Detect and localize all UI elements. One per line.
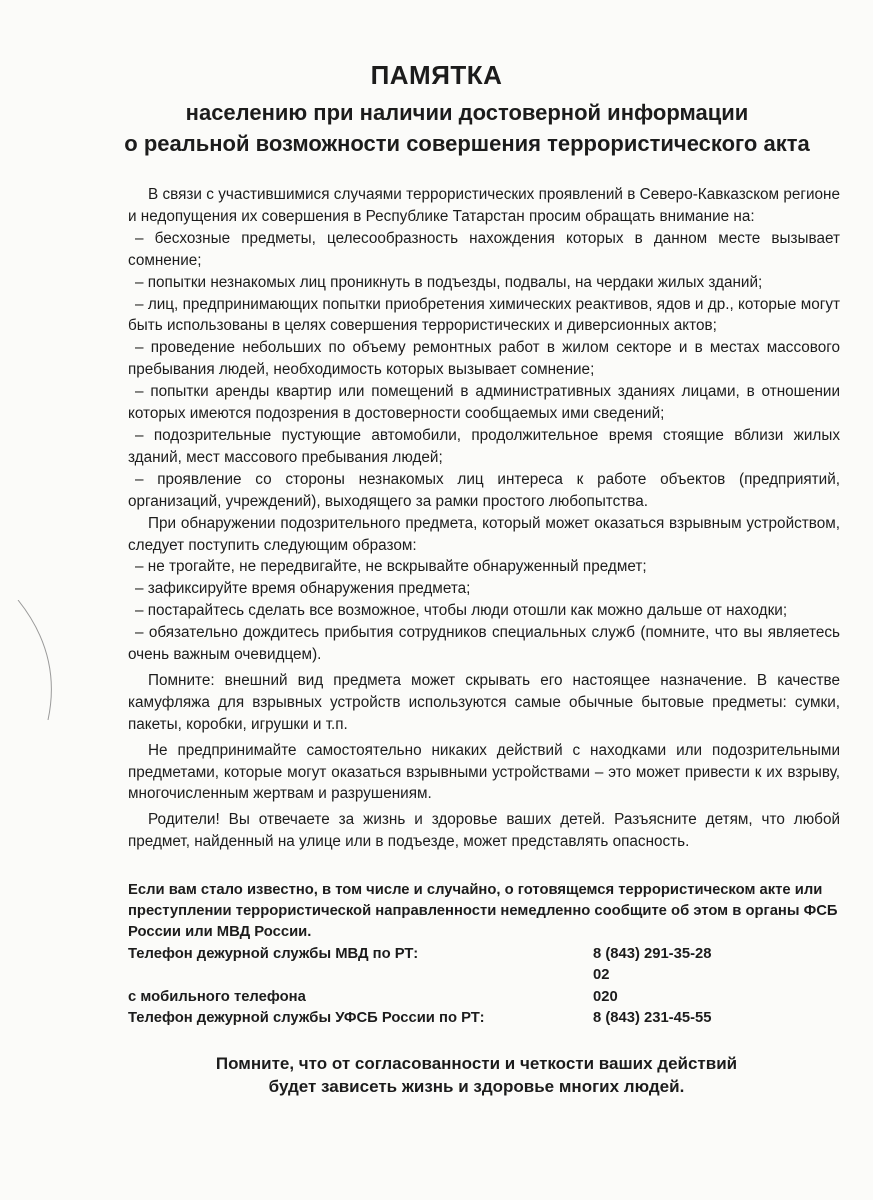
closing-line-1: Помните, что от согласованности и четкости ваших действий bbox=[215, 1054, 738, 1073]
list-item: – проведение небольших по объему ремонтных работ в жилом секторе и в местах массового пребывания людей, необходимость которых вызывает сомнение; bbox=[128, 339, 840, 379]
list-item: – лиц, предпринимающих попытки приобретения химических реактивов, ядов и др., которые могут быть использованы в целях совершения террористических и диверсионных актов; bbox=[128, 295, 840, 335]
scan-artifact-arc bbox=[0, 600, 60, 720]
list-item: – обязательно дождитесь прибытия сотрудников специальных служб (помните, что вы являетесь очень важным очевидцем). bbox=[128, 624, 840, 664]
closing-line-2: будет зависеть жизнь и здоровье многих людей. bbox=[268, 1077, 685, 1096]
phone-number: 020 bbox=[593, 988, 618, 1005]
phone-label: Телефон дежурной службы УФСБ России по РТ: bbox=[128, 1009, 485, 1026]
list-item: – подозрительные пустующие автомобили, продолжительное время стоящие вблизи жилых зданий, мест массового пребывания людей; bbox=[128, 426, 840, 466]
list-item: – проявление со стороны незнакомых лиц интереса к работе объектов (предприятий, организаций, учреждений), выходящего за рамки простого любопытства. bbox=[128, 470, 840, 510]
phone-list bbox=[128, 944, 778, 1029]
phone-label: с мобильного телефона bbox=[128, 988, 306, 1005]
phone-number: 8 (843) 291-35-28 bbox=[593, 946, 712, 962]
report-notice-text: Если вам стало известно, в том числе и случайно, о готовящемся террористическом акте или преступлении террористической направленности немедленно сообщите об этом в органы ФСБ России или МВД России. bbox=[128, 882, 838, 940]
list-item: – не трогайте, не передвигайте, не вскрывайте обнаруженный предмет; bbox=[135, 558, 647, 576]
subtitle-line-2: о реальной возможности совершения террористического акта bbox=[124, 131, 810, 156]
page-title: ПАМЯТКА bbox=[370, 60, 503, 90]
phone-row-fsb bbox=[128, 1008, 778, 1029]
phone-label: Телефон дежурной службы МВД по РТ: bbox=[128, 946, 419, 962]
phone-row-mobile bbox=[128, 987, 778, 1008]
list-item: – постарайтесь сделать все возможное, чтобы люди отошли как можно дальше от находки; bbox=[135, 602, 788, 620]
list-item: – попытки незнакомых лиц проникнуть в подъезды, подвалы, на чердаки жилых зданий; bbox=[135, 273, 763, 291]
phone-number: 8 (843) 231-45-55 bbox=[593, 1009, 712, 1026]
memo-body bbox=[128, 184, 840, 853]
phone-row-short bbox=[128, 965, 778, 986]
list-item: – бесхозные предметы, целесообразность нахождения которых в данном месте вызывает сомнение; bbox=[128, 229, 840, 269]
list-item: – зафиксируйте время обнаружения предмета; bbox=[135, 580, 471, 598]
remember-paragraph: Помните: внешний вид предмета может скрывать его настоящее назначение. В качестве камуфляжа для взрывных устройств используются самые обычные бытовые предметы: сумки, пакеты, коробки, игрушки и т.п. bbox=[128, 671, 840, 733]
closing-message bbox=[40, 1052, 873, 1098]
parents-paragraph: Родители! Вы отвечаете за жизнь и здоровье ваших детей. Разъясните детям, что любой предмет, найденный на улице или в подъезде, может представлять опасность. bbox=[128, 811, 840, 851]
phone-row-mvd bbox=[128, 944, 778, 965]
intro-paragraph: В связи с участившимися случаями террористических проявлений в Северо-Кавказском регионе и недопущения их совершения в Республике Татарстан просим обращать внимание на: bbox=[128, 186, 840, 225]
do-not-paragraph: Не предпринимайте самостоятельно никаких действий с находками или подозрительными предметами, которые могут оказаться взрывными устройствами – это может привести к их взрыву, многочисленным жертвам и разрушениям. bbox=[128, 741, 840, 803]
report-notice bbox=[128, 880, 843, 943]
subtitle-line-1: населению при наличии достоверной информации bbox=[185, 100, 749, 125]
page-subtitle bbox=[42, 97, 873, 159]
list-item: – попытки аренды квартир или помещений в административных зданиях лицами, в отношении которых имеются подозрения в достоверности сообщаемых ими сведений; bbox=[128, 383, 840, 423]
phone-number: 02 bbox=[593, 967, 610, 984]
found-intro-paragraph: При обнаружении подозрительного предмета, который может оказаться взрывным устройством, следует поступить следующим образом: bbox=[128, 514, 840, 554]
